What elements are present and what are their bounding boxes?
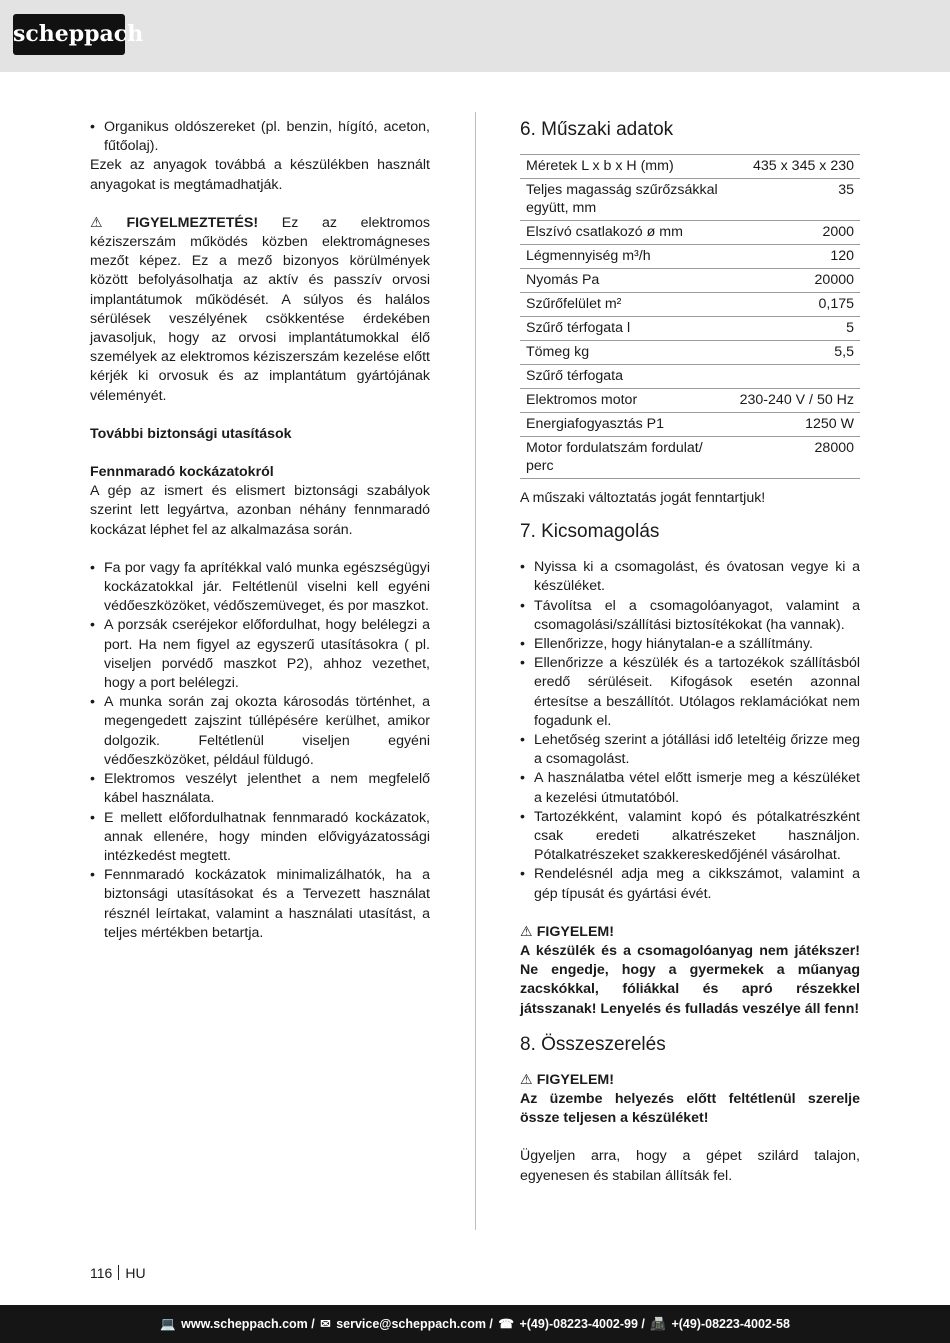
email-link[interactable]: service@scheppach.com / (336, 1317, 493, 1331)
subsection-heading: Fennmaradó kockázatokról (90, 464, 274, 481)
spec-value (734, 365, 860, 389)
spec-label: Szűrő térfogata (520, 365, 734, 389)
column-divider (475, 112, 476, 1230)
table-row (520, 389, 860, 413)
phone-number: +(49)-08223-4002-99 / (519, 1317, 645, 1331)
caution-label: FIGYELEM! (536, 1071, 614, 1088)
phone-icon: ☎ (498, 1317, 514, 1331)
paragraph: A gép az ismert és elismert biztonsági szabályok szerint lett legyártva, azonban néhány fennmaradó kockázat léphet fel az alkalmazása során. (90, 483, 430, 538)
spec-label: Szűrő térfogata l (520, 317, 734, 341)
spec-label: Teljes magasság szűrőzsákkal együtt, mm (520, 179, 734, 221)
list-item: • Távolítsa el a csomagolóanyagot, valamint a csomagolási/szállítási biztosítékokat (ha vannak). (520, 597, 860, 635)
table-row (520, 221, 860, 245)
spec-label: Energiafogyasztás P1 (520, 413, 734, 437)
caution-heading (520, 1071, 860, 1090)
table-row (520, 293, 860, 317)
list-item: • Lehetőség szerint a jótállási idő leteltéig őrizze meg a csomagolást. (520, 731, 860, 769)
fax-icon: 📠 (650, 1317, 666, 1331)
risk-list (90, 559, 430, 943)
spec-value: 230-240 V / 50 Hz (734, 389, 860, 413)
spec-label: Tömeg kg (520, 341, 734, 365)
section-6-title: 6. Műszaki adatok (520, 119, 674, 140)
list-item: • Tartozékként, valamint kopó és pótalkatrészként csak eredeti alkatrészeket használjon. Pótalkatrészeket szakkereskedőjénél vásárolhat. (520, 808, 860, 866)
header-bar (0, 0, 950, 72)
brand-logo: scheppach (13, 14, 125, 55)
spec-value: 5,5 (734, 341, 860, 365)
fax-number: +(49)-08223-4002-58 (671, 1317, 790, 1331)
spec-value: 28000 (734, 437, 860, 479)
caution-text: Az üzembe helyezés előtt feltétlenül szerelje össze teljesen a készüléket! (520, 1091, 860, 1127)
section-8-title: 8. Összeszerelés (520, 1033, 666, 1055)
list-item: • Elektromos veszélyt jelenthet a nem megfelelő kábel használata. (90, 770, 430, 808)
table-row (520, 179, 860, 221)
warning-text: Ez az elektromos kéziszerszám működés közben elektromágneses mezőt képez. Ez a mező bizonyos körülmények között befolyásolhatja az aktív és passzív orvosi implantátumok működését. A súlyos és halálos sérülések veszélyének csökkentése érdekében javasoljuk, hogy az orvosi implantátumokkal élő személyek az elektromos kéziszerszám kezelése előtt kérjék ki orvosuk és az implantátum gyártójának véleményét. (90, 214, 430, 404)
footer-bar (0, 1305, 950, 1343)
spec-value: 20000 (734, 269, 860, 293)
mail-icon: ✉ (320, 1317, 331, 1331)
table-row (520, 269, 860, 293)
list-item: • Fennmaradó kockázatok minimalizálhatók, ha a biztonsági utasításokat és a Tervezett használat résznél leírtakat, valamint a használati utasítást, a teljes mértékben betartja. (90, 866, 430, 943)
language-code: HU (125, 1265, 146, 1281)
spec-label: Méretek L x b x H (mm) (520, 155, 734, 179)
spec-value: 2000 (734, 221, 860, 245)
list-item: • Ellenőrizze, hogy hiánytalan-e a szállítmány. (520, 635, 860, 654)
list-item: • A porzsák cseréjekor előfordulhat, hogy belélegzi a port. Ha nem figyel az egyszerű utasításokra ( pl. viseljen porvédő maszkot P2), ahhoz vezethet, hogy a port belélegzi. (90, 616, 430, 693)
spec-value: 5 (734, 317, 860, 341)
warning-label: FIGYELMEZTETÉS! (126, 214, 259, 231)
paragraph: Ügyeljen arra, hogy a gépet szilárd talajon, egyenesen és stabilan állítsák fel. (520, 1148, 860, 1184)
unpacking-list (520, 558, 860, 904)
list-item: • Ellenőrizze a készülék és a tartozékok szállításból eredő sérüléseit. Kifogások esetén azonnal értesítse a beszállítót. Utólagos reklamációkat nem fogadunk el. (520, 654, 860, 731)
spec-label: Elektromos motor (520, 389, 734, 413)
table-row (520, 155, 860, 179)
spec-label: Elszívó csatlakozó ø mm (520, 221, 734, 245)
left-column (90, 118, 430, 943)
table-row (520, 413, 860, 437)
warning-triangle-icon: ⚠ (520, 1071, 533, 1088)
list-item: • Nyissa ki a csomagolást, és óvatosan vegye ki a készüléket. (520, 558, 860, 596)
spec-value: 1250 W (734, 413, 860, 437)
spec-value: 35 (734, 179, 860, 221)
caution-label: FIGYELEM! (536, 923, 614, 940)
caution-heading (520, 923, 860, 942)
list-item: • A munka során zaj okozta károsodás történhet, a megengedett zajszint túllépésére kerülhet, amikor dolgozik. Feltétlenül viseljen egyéni védőeszközöket, például füldugó. (90, 693, 430, 770)
page-number-value: 116 (90, 1265, 113, 1281)
spec-label: Motor fordulatszám fordulat/ perc (520, 437, 734, 479)
table-row (520, 437, 860, 479)
spec-label: Légmennyiség m³/h (520, 245, 734, 269)
right-column (520, 118, 860, 1186)
caution-text: A készülék és a csomagolóanyag nem játékszer! Ne engedje, hogy a gyermekek a műanyag zacskókkal, fóliákkal és apró részekkel játsszanak! Lenyelés és fulladás veszélye áll fenn! (520, 943, 860, 1017)
list-item: • Organikus oldószereket (pl. benzin, hígító, aceton, fűtőolaj). (90, 118, 430, 156)
spec-value: 0,175 (734, 293, 860, 317)
section-7-title: 7. Kicsomagolás (520, 521, 660, 543)
spec-value: 120 (734, 245, 860, 269)
page-number (90, 1265, 146, 1281)
table-row (520, 365, 860, 389)
list-item: • Rendelésnél adja meg a cikkszámot, valamint a gép típusát és gyártási évét. (520, 865, 860, 903)
list-item: • A használatba vétel előtt ismerje meg a készüléket a kezelési útmutatóból. (520, 769, 860, 807)
table-row (520, 317, 860, 341)
spec-label: Nyomás Pa (520, 269, 734, 293)
website-link[interactable]: www.scheppach.com / (181, 1317, 315, 1331)
warning-triangle-icon: ⚠ (90, 214, 123, 231)
warning-paragraph (90, 214, 430, 406)
spec-note: A műszaki változtatás jogát fenntartjuk! (520, 490, 766, 506)
spec-value: 435 x 345 x 230 (734, 155, 860, 179)
table-row (520, 245, 860, 269)
spec-table (520, 154, 860, 479)
spec-label: Szűrőfelület m² (520, 293, 734, 317)
warning-triangle-icon: ⚠ (520, 923, 533, 940)
separator (118, 1265, 119, 1280)
list-item: • Fa por vagy fa aprítékkal való munka egészségügyi kockázatokkal jár. Feltétlenül viselni kell egyéni védőeszközöket, védőszemüveget, és por maszkot. (90, 559, 430, 617)
solvent-list (90, 118, 430, 156)
list-item: • E mellett előfordulhatnak fennmaradó kockázatok, annak ellenére, hogy minden elővigyázatossági intézkedést megtett. (90, 809, 430, 867)
section-heading: További biztonsági utasítások (90, 425, 292, 442)
paragraph: Ezek az anyagok továbbá a készülékben használt anyagokat is megtámadhatják. (90, 157, 430, 193)
computer-icon: 💻 (160, 1317, 176, 1331)
table-row (520, 341, 860, 365)
